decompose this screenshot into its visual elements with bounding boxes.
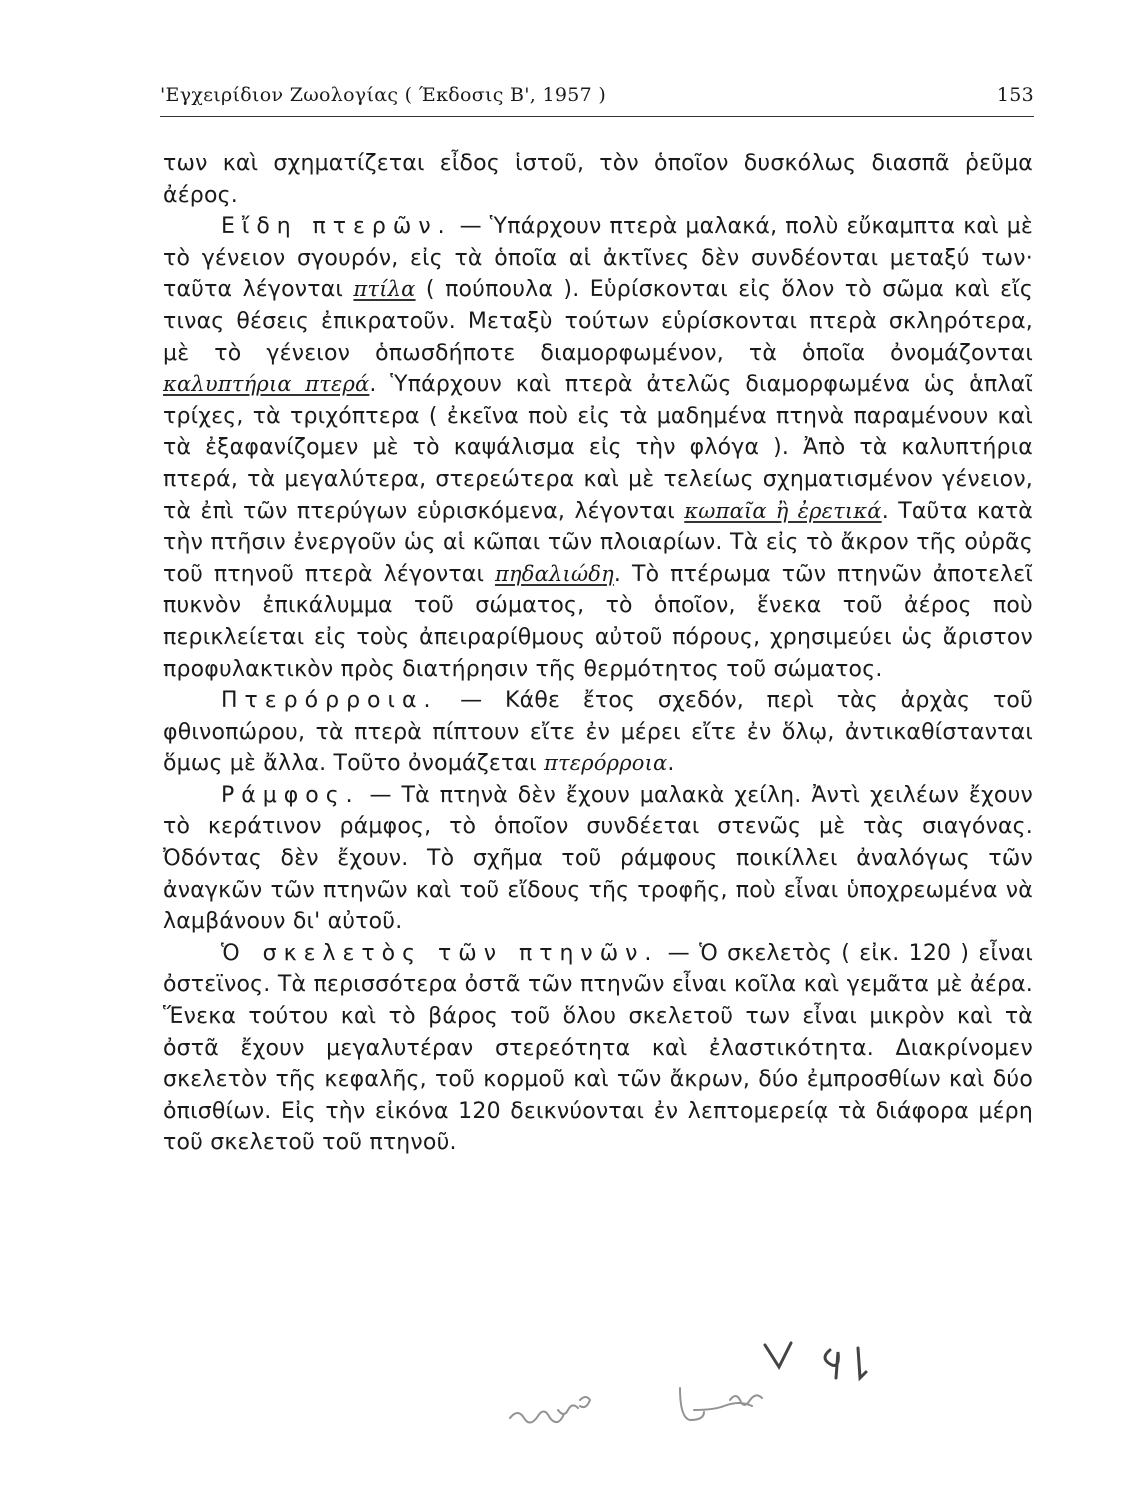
underlined-term: πτίλα bbox=[353, 277, 416, 302]
section-heading: Εἴδη πτερῶν. bbox=[221, 214, 452, 240]
section-heading: Ράμφος. bbox=[221, 782, 360, 808]
page-number: 153 bbox=[996, 84, 1034, 106]
text-run: . Ὑπάρχουν καὶ πτερὰ ἀτελῶς διαμορφωμένα ὡς ἁπλαῖ τρίχες, τὰ τριχόπτερα ( ἐκεῖνα ποὺ εἰς τὰ μαδημένα πτηνὰ παραμένουν καὶ τὰ ἐξαφανίζομεν μὲ τὸ καψάλισμα εἰς τὴν φλόγα ). Ἀπὸ τὰ καλυπτήρια πτερά, τὰ μεγαλύτερα, στερεώτερα καὶ μὲ τελείως σχηματισμένον γένειον, τὰ ἐπὶ τῶν πτερύγων εὑρισκόμενα, λέγονται bbox=[163, 372, 1033, 524]
underlined-term: πηδαλιώδη bbox=[495, 561, 614, 586]
text-run: — Κάθε ἔτος σχεδόν, περὶ τὰς ἀρχὰς τοῦ φθινοπώρου, τὰ πτερὰ πίπτουν εἴτε ἐν μέρει εἴτε ἐν ὅλῳ, ἀντικαθίστανται ὅμως μὲ ἄλλα. Τοῦτο ὀνομάζεται bbox=[163, 688, 1033, 777]
paragraph bbox=[163, 685, 1033, 780]
text-run: των καὶ σχηματίζεται εἶδος ἱστοῦ, τὸν ὁποῖον δυσκόλως διασπᾶ ῥεῦμα ἀέρος. bbox=[163, 151, 1033, 208]
paragraph bbox=[163, 211, 1033, 685]
paragraph bbox=[163, 780, 1033, 938]
paragraph bbox=[163, 148, 1033, 211]
underlined-term: κωπαῖα ἢ ἐρετικά bbox=[684, 498, 882, 523]
section-heading: Ὁ σκελετὸς τῶν πτηνῶν. bbox=[221, 940, 659, 966]
text-run: — Ὁ σκελετὸς ( εἰκ. 120 ) εἶναι ὀστεϊνος. Τὰ περισσότερα ὀστᾶ τῶν πτηνῶν εἶναι κοῖλα καὶ γεμᾶτα μὲ ἀέρα. Ἕνεκα τούτου καὶ τὸ βάρος τοῦ ὅλου σκελετοῦ των εἶναι μικρὸν καὶ τὰ ὀστᾶ ἔχουν μεγαλυτέραν στερεότητα καὶ ἐλαστικότητα. Διακρίνομεν σκελετὸν τῆς κεφαλῆς, τοῦ κορμοῦ καὶ τῶν ἄκρων, δύο ἐμπροσθίων καὶ δύο ὀπισθίων. Εἰς τὴν εἰκόνα 120 δεικνύονται ἐν λεπτομερείᾳ τὰ διάφορα μέρη τοῦ σκελετοῦ τοῦ πτηνοῦ. bbox=[163, 940, 1033, 1156]
text-run: — Τὰ πτηνὰ δὲν ἔχουν μαλακὰ χείλη. Ἀντὶ χειλέων ἔχουν τὸ κεράτινον ράμφος, τὸ ὁποῖον συνδέεται στενῶς μὲ τὰς σιαγόνας. Ὀδόντας δὲν ἔχουν. Τὸ σχῆμα τοῦ ράμφους ποικίλλει ἀναλόγως τῶν ἀναγκῶν τῶν πτηνῶν καὶ τοῦ εἴδους τῆς τροφῆς, ποὺ εἶναι ὑποχρεωμένα νὰ λαμβάνουν δι' αὐτοῦ. bbox=[163, 782, 1033, 935]
handwritten-annotation bbox=[480, 1340, 980, 1460]
italic-term: πτερόρροια bbox=[543, 751, 668, 776]
handwriting-scribble-icon bbox=[480, 1340, 980, 1460]
body-text bbox=[163, 148, 1033, 1159]
book-title: 'Εγχειρίδιον Ζωολογίας ( Έκδοσις Β', 1957 ) bbox=[160, 84, 607, 106]
text-run: . Τὸ πτέρωμα τῶν πτηνῶν ἀποτελεῖ πυκνὸν ἐπικάλυμμα τοῦ σώματος, τὸ ὁποῖον, ἕνεκα τοῦ ἀέρος ποὺ περικλείεται εἰς τοὺς ἀπειραρίθμους αὐτοῦ πόρους, χρησιμεύει ὡς ἄριστον προφυλακτικὸν πρὸς διατήρησιν τῆς θερμότητος τοῦ σώματος. bbox=[163, 561, 1033, 682]
section-heading: Πτερόρροια. bbox=[221, 688, 438, 714]
text-run: ( πούπουλα ). Εὑρίσκονται εἰς ὅλον τὸ σῶμα καὶ εἴς τινας θέσεις ἐπικρατοῦν. Μεταξὺ τούτων εὑρίσκονται πτερὰ σκληρότερα, μὲ τὸ γένειον ὁπωσδήποτε διαμορφωμένον, τὰ ὁποῖα ὀνομάζονται bbox=[163, 277, 1033, 366]
running-header bbox=[160, 80, 1034, 117]
underlined-term: καλυπτήρια πτερά bbox=[163, 372, 370, 397]
text-run: — Ὑπάρχουν πτερὰ μαλακά, πολὺ εὔκαμπτα καὶ μὲ τὸ γένειον σγουρόν, εἰς τὰ ὁποῖα αἱ ἀκτῖνες δὲν συνδέονται μεταξύ των· ταῦτα λέγονται bbox=[163, 214, 1034, 303]
paragraph bbox=[163, 938, 1033, 1159]
text-run: . Ταῦτα κατὰ τὴν πτῆσιν ἐνεργοῦν ὡς αἱ κῶπαι τῶν πλοιαρίων. Τὰ εἰς τὸ ἄκρον τῆς οὐρᾶς τοῦ πτηνοῦ πτερὰ λέγονται bbox=[163, 498, 1033, 587]
text-run: . bbox=[667, 751, 675, 777]
